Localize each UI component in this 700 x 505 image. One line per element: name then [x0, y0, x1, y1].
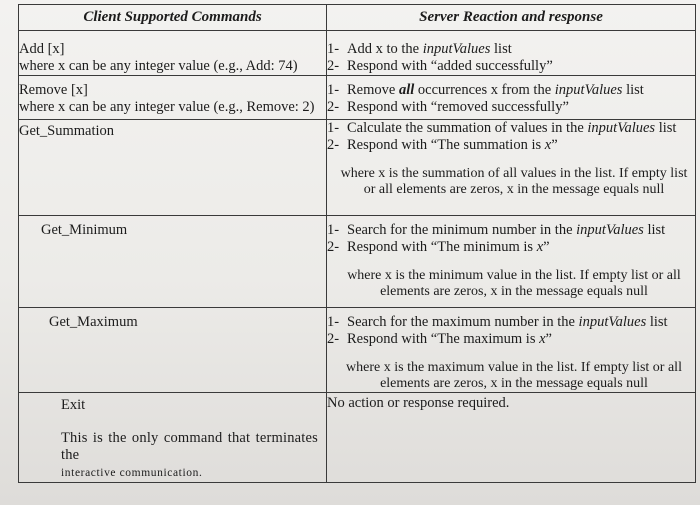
command-name: Get_Summation [19, 123, 115, 139]
response-text: No action or response required. [327, 395, 510, 411]
list-item: 1- Search for the minimum number in the inputValues list [327, 222, 666, 238]
response-note: where x is the minimum value in the list. If empty list or all elements are zeros, x in the message equals null [347, 268, 681, 299]
response-cell [327, 120, 696, 216]
table-row [19, 76, 696, 120]
command-cell [19, 308, 327, 393]
list-item: 2- Respond with “removed successfully” [327, 99, 569, 115]
response-steps [327, 41, 695, 75]
table-row [19, 308, 696, 393]
list-item: 2- Respond with “added successfully” [327, 58, 553, 74]
response-note: where x is the maximum value in the list. If empty list or all elements are zeros, x in the message equals null [346, 360, 682, 391]
command-cell [19, 393, 327, 483]
table-row [19, 216, 696, 308]
command-name: Add [x] [19, 41, 65, 57]
list-item: 1- Remove all occurrences x from the inputValues list [327, 82, 644, 98]
commands-table [18, 4, 696, 483]
response-steps [327, 82, 695, 116]
list-item: 2- Respond with “The maximum is x” [327, 331, 552, 347]
response-steps [327, 222, 695, 256]
command-name: Get_Minimum [41, 222, 128, 238]
response-cell [327, 308, 696, 393]
list-item: 2- Respond with “The summation is x” [327, 137, 558, 153]
response-note: where x is the summation of all values in the list. If empty list or all elements are zeros, x in the message equals null [340, 166, 688, 197]
table-row [19, 393, 696, 483]
command-name: Remove [x] [19, 82, 88, 98]
command-description: where x can be any integer value (e.g., Remove: 2) [19, 99, 315, 115]
response-steps [327, 314, 695, 348]
header-commands: Client Supported Commands [19, 5, 327, 31]
list-item: 1- Calculate the summation of values in the inputValues list [327, 120, 677, 136]
table-row [19, 120, 696, 216]
response-cell [327, 76, 696, 120]
command-name: Exit [61, 397, 86, 413]
header-response: Server Reaction and response [327, 5, 696, 31]
table-header-row [19, 5, 696, 31]
response-cell [327, 31, 696, 76]
command-description: where x can be any integer value (e.g., Add: 74) [19, 58, 298, 74]
list-item: 1- Add x to the inputValues list [327, 41, 512, 57]
list-item: 2- Respond with “The minimum is x” [327, 239, 550, 255]
command-cell [19, 216, 327, 308]
command-name: Get_Maximum [49, 314, 138, 330]
response-cell [327, 393, 696, 483]
command-cell [19, 31, 327, 76]
table-row [19, 31, 696, 76]
list-item: 1- Search for the maximum number in the inputValues list [327, 314, 668, 330]
response-cell [327, 216, 696, 308]
command-cell [19, 76, 327, 120]
command-description: This is the only command that terminates the interactive communication. [61, 430, 318, 479]
command-cell [19, 120, 327, 216]
response-steps [327, 120, 695, 154]
